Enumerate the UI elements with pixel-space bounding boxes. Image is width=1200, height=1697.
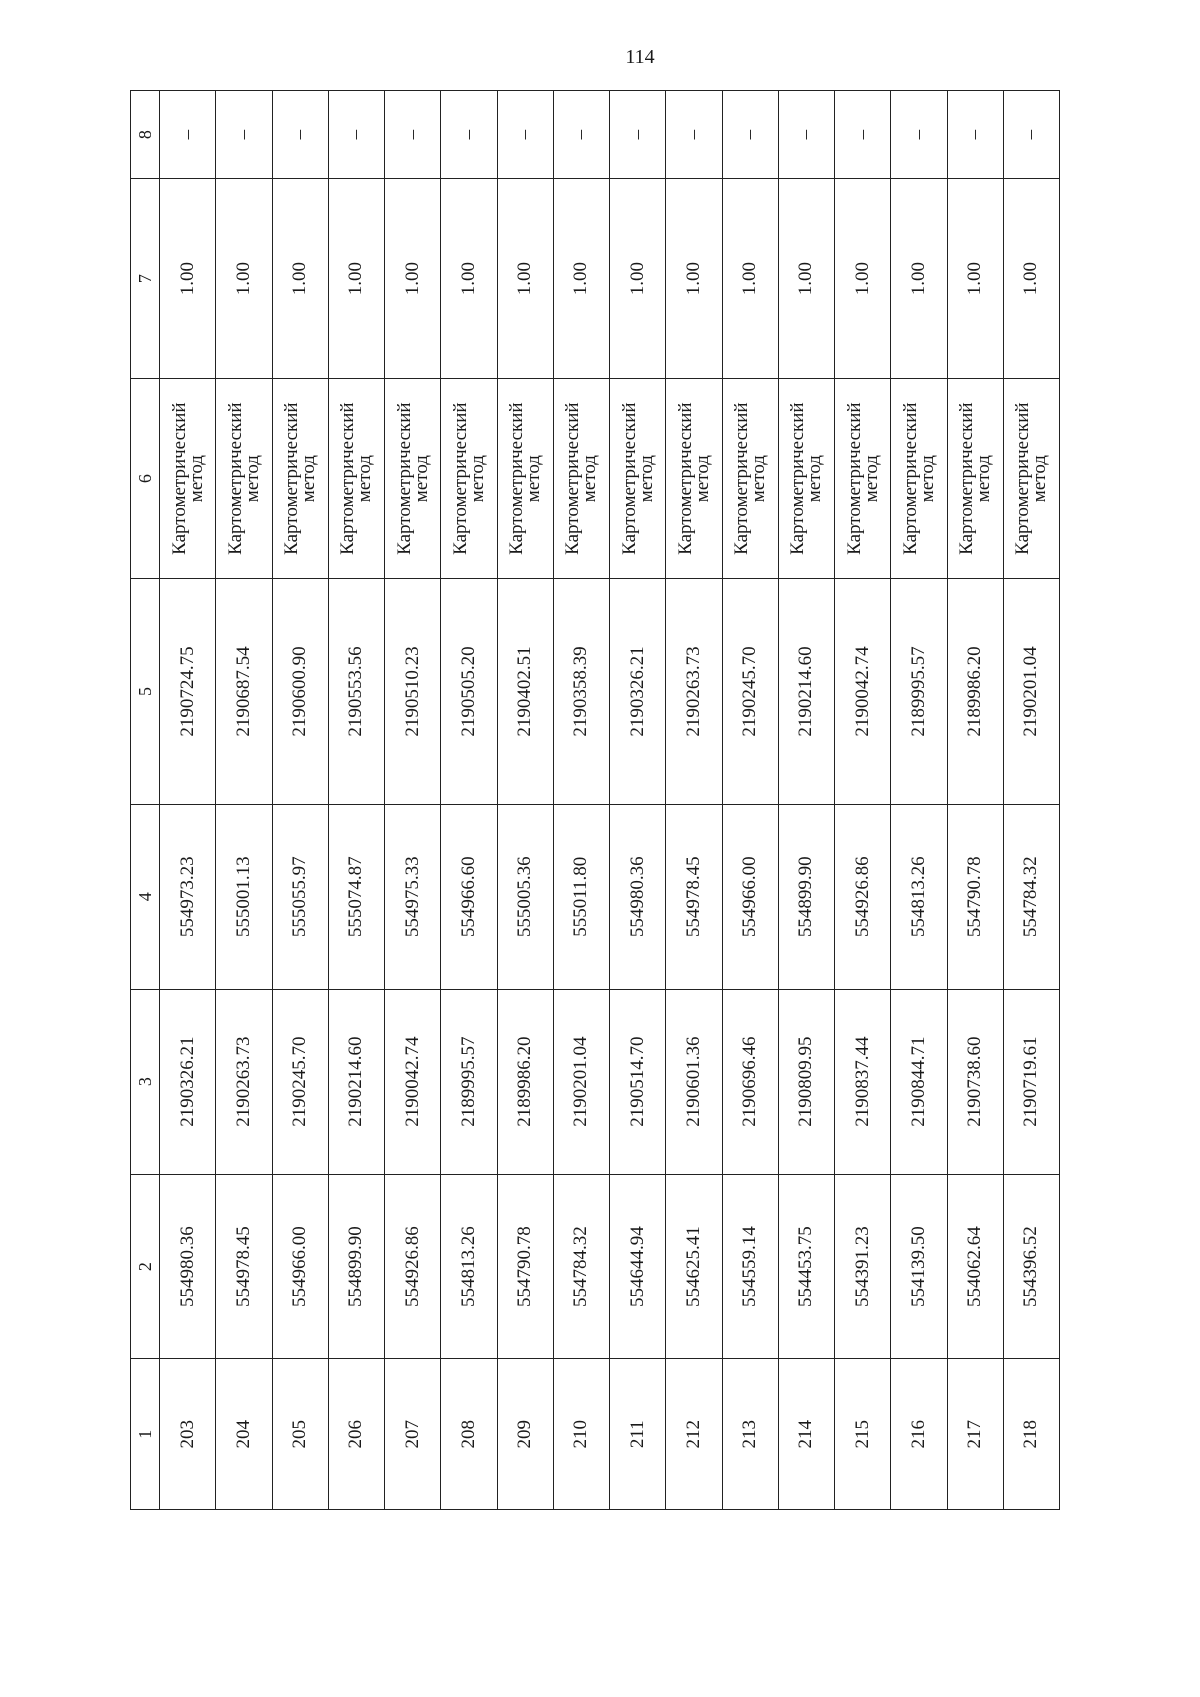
header-cell-3: 3 (131, 989, 160, 1174)
cell-x-start: 554139.50 (891, 1174, 947, 1359)
table-container (130, 90, 1060, 1510)
header-cell-4: 4 (131, 804, 160, 989)
method-word-1: Картометрический (337, 402, 359, 555)
cell-y-start: 2190214.60 (328, 989, 384, 1174)
method-word-1: Картометрический (618, 402, 640, 555)
cell-x-start: 554391.23 (835, 1174, 891, 1359)
cell-accuracy: 1.00 (722, 179, 778, 379)
cell-note: – (722, 91, 778, 179)
cell-y-end: 2190724.75 (160, 579, 216, 805)
cell-y-start: 2190809.95 (778, 989, 834, 1174)
cell-method (666, 379, 722, 579)
cell-note: – (160, 91, 216, 179)
cell-note: – (216, 91, 272, 179)
header-cell-7: 7 (131, 179, 160, 379)
method-word-2: метод (298, 455, 320, 503)
cell-y-end: 2189986.20 (947, 579, 1003, 805)
table-row (947, 91, 1003, 1510)
cell-x-start: 554625.41 (666, 1174, 722, 1359)
method-word-2: метод (748, 455, 770, 503)
cell-x-end: 555074.87 (328, 804, 384, 989)
cell-x-start: 554453.75 (778, 1174, 834, 1359)
cell-y-end: 2190245.70 (722, 579, 778, 805)
cell-note: – (666, 91, 722, 179)
cell-y-end: 2190201.04 (1003, 579, 1059, 805)
cell-x-end: 554980.36 (610, 804, 666, 989)
method-word-1: Картометрический (168, 402, 190, 555)
cell-point-number: 207 (385, 1359, 441, 1510)
cell-x-end: 554784.32 (1003, 804, 1059, 989)
cell-note: – (891, 91, 947, 179)
cell-point-number: 218 (1003, 1359, 1059, 1510)
cell-method (778, 379, 834, 579)
table-row (722, 91, 778, 1510)
cell-method (272, 379, 328, 579)
table-row (497, 91, 553, 1510)
method-word-1: Картометрический (562, 402, 584, 555)
cell-x-start: 554980.36 (160, 1174, 216, 1359)
method-word-2: метод (691, 455, 713, 503)
cell-y-start: 2190514.70 (610, 989, 666, 1174)
cell-x-end: 555005.36 (497, 804, 553, 989)
cell-point-number: 204 (216, 1359, 272, 1510)
table-row (553, 91, 609, 1510)
table-row (610, 91, 666, 1510)
table-row (272, 91, 328, 1510)
cell-y-start: 2190738.60 (947, 989, 1003, 1174)
cell-point-number: 206 (328, 1359, 384, 1510)
method-word-2: метод (410, 455, 432, 503)
cell-y-start: 2190844.71 (891, 989, 947, 1174)
cell-x-end: 554966.00 (722, 804, 778, 989)
cell-accuracy: 1.00 (160, 179, 216, 379)
cell-point-number: 217 (947, 1359, 1003, 1510)
table-row (328, 91, 384, 1510)
cell-y-start: 2190245.70 (272, 989, 328, 1174)
cell-y-start: 2189986.20 (497, 989, 553, 1174)
cell-note: – (497, 91, 553, 179)
cell-x-start: 554396.52 (1003, 1174, 1059, 1359)
cell-y-start: 2190719.61 (1003, 989, 1059, 1174)
cell-method (891, 379, 947, 579)
coordinates-table (130, 90, 1060, 1510)
cell-y-end: 2190358.39 (553, 579, 609, 805)
cell-note: – (385, 91, 441, 179)
cell-note: – (1003, 91, 1059, 179)
cell-y-start: 2190201.04 (553, 989, 609, 1174)
cell-y-end: 2190505.20 (441, 579, 497, 805)
cell-x-start: 554559.14 (722, 1174, 778, 1359)
cell-note: – (328, 91, 384, 179)
method-word-1: Картометрический (224, 402, 246, 555)
cell-x-end: 554899.90 (778, 804, 834, 989)
cell-x-start: 554790.78 (497, 1174, 553, 1359)
cell-accuracy: 1.00 (947, 179, 1003, 379)
cell-y-end: 2190510.23 (385, 579, 441, 805)
cell-method (441, 379, 497, 579)
method-word-2: метод (973, 455, 995, 503)
cell-accuracy: 1.00 (272, 179, 328, 379)
cell-point-number: 213 (722, 1359, 778, 1510)
cell-accuracy: 1.00 (553, 179, 609, 379)
method-word-1: Картометрический (281, 402, 303, 555)
method-word-2: метод (916, 455, 938, 503)
cell-point-number: 208 (441, 1359, 497, 1510)
cell-point-number: 211 (610, 1359, 666, 1510)
cell-x-start: 554899.90 (328, 1174, 384, 1359)
cell-x-end: 554926.86 (835, 804, 891, 989)
cell-x-start: 554926.86 (385, 1174, 441, 1359)
cell-y-end: 2190402.51 (497, 579, 553, 805)
method-word-2: метод (1029, 455, 1051, 503)
cell-point-number: 205 (272, 1359, 328, 1510)
header-row (131, 91, 160, 1510)
cell-accuracy: 1.00 (835, 179, 891, 379)
method-word-2: метод (466, 455, 488, 503)
cell-y-end: 2190214.60 (778, 579, 834, 805)
method-word-2: метод (860, 455, 882, 503)
cell-x-end: 554966.60 (441, 804, 497, 989)
cell-x-start: 554966.00 (272, 1174, 328, 1359)
cell-note: – (778, 91, 834, 179)
table-row (891, 91, 947, 1510)
cell-y-end: 2190553.56 (328, 579, 384, 805)
cell-method (947, 379, 1003, 579)
cell-accuracy: 1.00 (778, 179, 834, 379)
cell-note: – (272, 91, 328, 179)
cell-y-start: 2190042.74 (385, 989, 441, 1174)
cell-accuracy: 1.00 (497, 179, 553, 379)
method-word-1: Картометрический (1012, 402, 1034, 555)
cell-point-number: 203 (160, 1359, 216, 1510)
table-row (835, 91, 891, 1510)
cell-accuracy: 1.00 (216, 179, 272, 379)
method-word-2: метод (579, 455, 601, 503)
method-word-1: Картометрический (393, 402, 415, 555)
page-number: 114 (625, 46, 655, 68)
method-word-1: Картометрический (899, 402, 921, 555)
cell-note: – (441, 91, 497, 179)
cell-method (328, 379, 384, 579)
cell-note: – (835, 91, 891, 179)
cell-x-end: 554975.33 (385, 804, 441, 989)
cell-method (497, 379, 553, 579)
cell-accuracy: 1.00 (666, 179, 722, 379)
cell-x-end: 554978.45 (666, 804, 722, 989)
method-word-2: метод (185, 455, 207, 503)
cell-point-number: 215 (835, 1359, 891, 1510)
cell-y-end: 2190687.54 (216, 579, 272, 805)
cell-x-end: 555001.13 (216, 804, 272, 989)
cell-x-start: 554062.64 (947, 1174, 1003, 1359)
cell-y-start: 2190696.46 (722, 989, 778, 1174)
cell-note: – (610, 91, 666, 179)
cell-method (385, 379, 441, 579)
header-cell-1: 1 (131, 1359, 160, 1510)
cell-method (722, 379, 778, 579)
header-cell-5: 5 (131, 579, 160, 805)
cell-accuracy: 1.00 (891, 179, 947, 379)
cell-point-number: 210 (553, 1359, 609, 1510)
cell-method (216, 379, 272, 579)
cell-y-end: 2190042.74 (835, 579, 891, 805)
cell-y-start: 2190326.21 (160, 989, 216, 1174)
cell-y-start: 2190601.36 (666, 989, 722, 1174)
cell-y-end: 2189995.57 (891, 579, 947, 805)
cell-x-start: 554813.26 (441, 1174, 497, 1359)
cell-accuracy: 1.00 (1003, 179, 1059, 379)
table-row (385, 91, 441, 1510)
table-row (666, 91, 722, 1510)
cell-accuracy: 1.00 (441, 179, 497, 379)
cell-x-start: 554784.32 (553, 1174, 609, 1359)
method-word-1: Картометрический (731, 402, 753, 555)
header-cell-2: 2 (131, 1174, 160, 1359)
cell-method (160, 379, 216, 579)
method-word-1: Картометрический (506, 402, 528, 555)
method-word-2: метод (804, 455, 826, 503)
header-cell-8: 8 (131, 91, 160, 179)
table-row (216, 91, 272, 1510)
cell-point-number: 212 (666, 1359, 722, 1510)
cell-y-end: 2190326.21 (610, 579, 666, 805)
table-row (441, 91, 497, 1510)
cell-note: – (947, 91, 1003, 179)
cell-y-start: 2189995.57 (441, 989, 497, 1174)
table-body (160, 91, 1060, 1510)
method-word-1: Картометрический (956, 402, 978, 555)
cell-point-number: 216 (891, 1359, 947, 1510)
cell-method (553, 379, 609, 579)
cell-x-end: 554973.23 (160, 804, 216, 989)
cell-x-end: 554790.78 (947, 804, 1003, 989)
cell-point-number: 214 (778, 1359, 834, 1510)
cell-y-start: 2190837.44 (835, 989, 891, 1174)
cell-y-end: 2190600.90 (272, 579, 328, 805)
method-word-1: Картометрический (787, 402, 809, 555)
cell-y-end: 2190263.73 (666, 579, 722, 805)
cell-x-end: 555055.97 (272, 804, 328, 989)
method-word-2: метод (354, 455, 376, 503)
cell-method (835, 379, 891, 579)
cell-x-start: 554978.45 (216, 1174, 272, 1359)
cell-y-start: 2190263.73 (216, 989, 272, 1174)
table-row (1003, 91, 1059, 1510)
cell-method (610, 379, 666, 579)
cell-accuracy: 1.00 (385, 179, 441, 379)
method-word-1: Картометрический (843, 402, 865, 555)
table-row (778, 91, 834, 1510)
method-word-2: метод (241, 455, 263, 503)
cell-x-end: 555011.80 (553, 804, 609, 989)
method-word-1: Картометрический (674, 402, 696, 555)
method-word-2: метод (635, 455, 657, 503)
method-word-2: метод (523, 455, 545, 503)
cell-x-end: 554813.26 (891, 804, 947, 989)
cell-x-start: 554644.94 (610, 1174, 666, 1359)
cell-note: – (553, 91, 609, 179)
cell-accuracy: 1.00 (328, 179, 384, 379)
method-word-1: Картометрический (449, 402, 471, 555)
cell-point-number: 209 (497, 1359, 553, 1510)
header-cell-6: 6 (131, 379, 160, 579)
cell-accuracy: 1.00 (610, 179, 666, 379)
cell-method (1003, 379, 1059, 579)
table-row (160, 91, 216, 1510)
